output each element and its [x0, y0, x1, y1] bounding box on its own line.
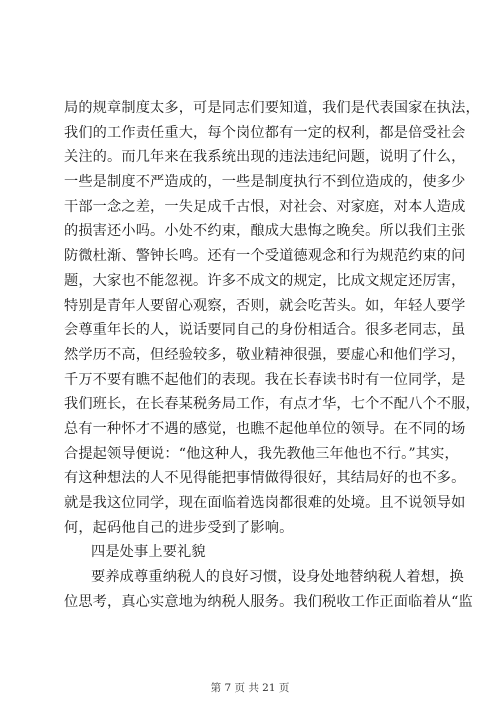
text-line: 特别是青年人要留心观察，否则，就会吃苦头。如，年轻人要学	[64, 297, 466, 314]
text-line: 局的规章制度太多，可是同志们要知道，我们是代表国家在执法，	[64, 100, 480, 116]
page-footer: 第 7 页 共 21 页	[210, 682, 290, 694]
text-line: 位思考，真心实意地为纳税人服务。我们税收工作正面临着从“监	[64, 593, 473, 610]
text-line: 总有一种怀才不遇的感觉，也瞧不起他单位的领导。在不同的场	[64, 420, 466, 437]
text-line: 关注的。而几年来在我系统出现的违法违纪问题，说明了什么，	[64, 149, 466, 166]
text-line: 会尊重年长的人，说话要同自己的身份相适合。很多老同志，虽	[64, 322, 466, 339]
text-line: 一些是制度不严造成的，一些是制度执行不到位造成的，使多少	[64, 174, 466, 191]
text-line: 我们的工作责任重大，每个岗位都有一定的权利，都是倍受社会	[64, 124, 466, 141]
text-line: 千万不要有瞧不起他们的表现。我在长春读书时有一位同学，是	[64, 371, 466, 388]
text-line: 然学历不高，但经验较多，敬业精神很强，要虚心和他们学习，	[64, 346, 466, 363]
text-line: 的损害还小吗。小处不约束，酿成大患悔之晚矣。所以我们主张	[64, 223, 466, 240]
text-line: 合提起领导便说：“他这种人，我先教他三年他也不行。”其实，	[64, 445, 459, 462]
section-heading: 四是处事上要礼貌	[91, 544, 206, 561]
text-line: 我们班长，在长春某税务局工作，有点才华，七个不配八个不服，	[64, 396, 480, 413]
text-line: 干部一念之差，一失足成千古恨，对社会、对家庭，对本人造成	[64, 198, 466, 215]
text-line: 题，大家也不能忽视。许多不成文的规定，比成文规定还厉害，	[64, 272, 466, 289]
text-line: 就是我这位同学，现在面临着选岗都很难的处境。且不说领导如	[64, 495, 466, 511]
text-line: 防微杜渐、警钟长鸣。还有一个受道德观念和行为规范约束的问	[64, 248, 466, 265]
text-line: 要养成尊重纳税人的良好习惯，设身处地替纳税人着想，换	[91, 569, 464, 586]
text-line: 有这种想法的人不见得能把事情做得很好，其结局好的也不多。	[64, 470, 466, 487]
text-line: 何，起码他自己的进步受到了影响。	[64, 519, 294, 536]
body-text	[64, 96, 480, 614]
